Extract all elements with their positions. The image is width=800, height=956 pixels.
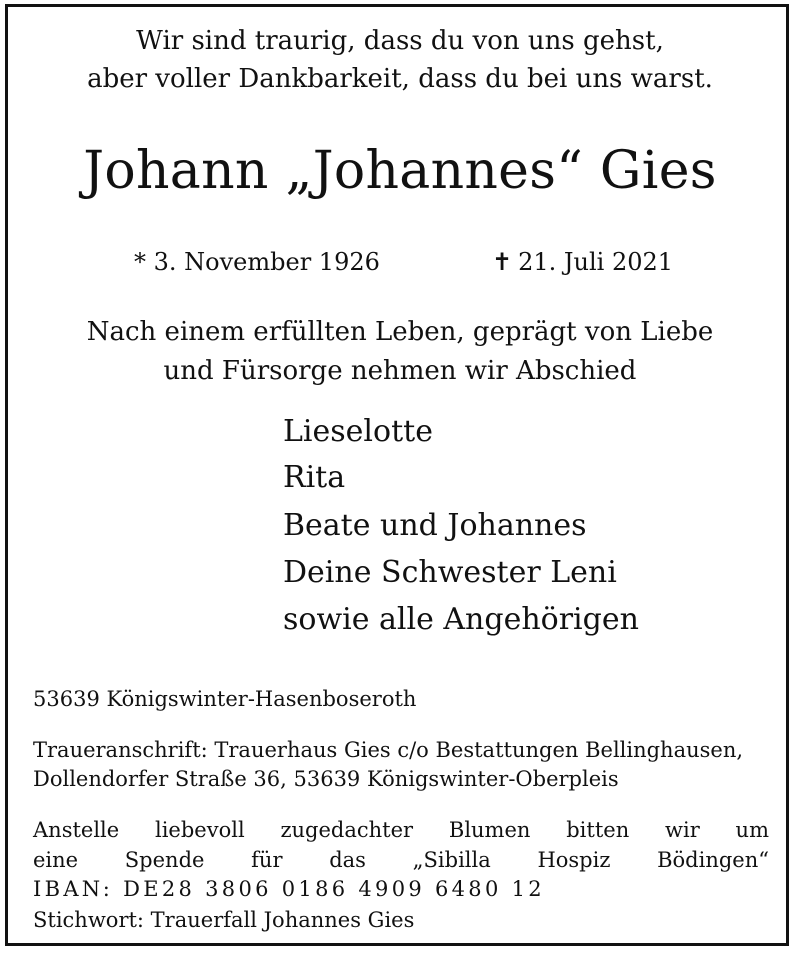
deceased-name: Johann „Johannes“ Gies (83, 141, 717, 201)
death-date-group (492, 250, 673, 274)
mourning-address-line-1: Traueranschrift: Trauerhaus Gies c/o Bestattungen Bellinghausen, (33, 738, 744, 762)
residence-location: 53639 Königswinter-Hasenboseroth (33, 687, 417, 711)
mourner-name: Rita (283, 460, 346, 495)
donation-line-1: Anstelle liebevoll zugedachter Blumen bitten wir um (33, 818, 769, 842)
cross-icon: ✝ (492, 248, 513, 276)
motto-line-1: Wir sind traurig, dass du von uns gehst, (136, 26, 664, 56)
donation-iban: IBAN: DE28 3806 0186 4909 6480 12 (33, 877, 545, 901)
intro-line-1: Nach einem erfüllten Leben, geprägt von Liebe (86, 317, 714, 347)
mourner-name: sowie alle Angehörigen (283, 602, 639, 637)
mourner-name: Deine Schwester Leni (283, 555, 617, 590)
birth-date: * 3. November 1926 (134, 248, 380, 276)
death-date: 21. Juli 2021 (518, 248, 674, 276)
motto-line-2: aber voller Dankbarkeit, dass du bei uns warst. (87, 64, 713, 94)
donation-keyword: Stichwort: Trauerfall Johannes Gies (33, 908, 415, 932)
donation-line-2: eine Spende für das „Sibilla Hospiz Bödingen“ (33, 848, 769, 872)
mourner-name: Beate und Johannes (283, 508, 587, 543)
mourner-name: Lieselotte (283, 414, 433, 449)
intro-line-2: und Fürsorge nehmen wir Abschied (163, 356, 637, 386)
mourning-address-line-2: Dollendorfer Straße 36, 53639 Königswinter-Oberpleis (33, 767, 619, 791)
